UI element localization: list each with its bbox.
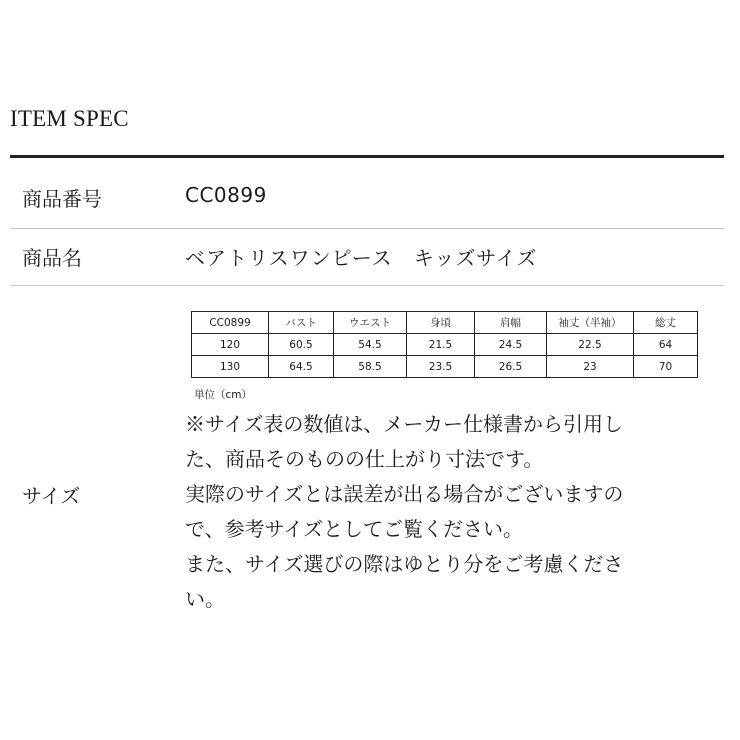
row-divider (10, 228, 724, 229)
header-cell: 総丈 (634, 312, 698, 334)
table-cell: 23 (547, 356, 634, 378)
note-line: で、参考サイズとしてご覧ください。 (185, 517, 523, 541)
note-line: た、商品そのものの仕上がり寸法です。 (185, 447, 544, 471)
table-cell: 23.5 (407, 356, 475, 378)
table-cell: 22.5 (547, 334, 634, 356)
table-cell: 21.5 (407, 334, 475, 356)
table-cell: 54.5 (334, 334, 407, 356)
table-cell: 26.5 (475, 356, 547, 378)
table-cell: 60.5 (269, 334, 334, 356)
product-number-label: 商品番号 (22, 187, 102, 211)
size-table-row (192, 334, 698, 356)
note-line: い。 (185, 587, 225, 611)
table-cell: 64 (634, 334, 698, 356)
table-cell: 58.5 (334, 356, 407, 378)
header-cell: ウエスト (334, 312, 407, 334)
size-label: サイズ (22, 484, 81, 508)
section-title: ITEM SPEC (10, 106, 129, 131)
size-table-header-row (192, 312, 698, 334)
note-line: 実際のサイズとは誤差が出る場合がございますの (185, 482, 624, 506)
product-number-value: CC0899 (185, 183, 267, 207)
header-cell: CC0899 (192, 312, 269, 334)
note-line: また、サイズ選びの際はゆとり分をご考慮くださ (185, 552, 624, 576)
table-cell: 120 (192, 334, 269, 356)
header-cell: 身頃 (407, 312, 475, 334)
table-cell: 130 (192, 356, 269, 378)
note-line: ※サイズ表の数値は、メーカー仕様書から引用し (185, 412, 623, 436)
table-cell: 70 (634, 356, 698, 378)
header-cell: バスト (269, 312, 334, 334)
product-name-value: ベアトリスワンピース キッズサイズ (185, 246, 538, 270)
size-table (191, 311, 698, 378)
size-note (185, 407, 705, 617)
unit-note: 単位（cm） (194, 389, 253, 401)
header-cell: 袖丈（半袖） (547, 312, 634, 334)
title-divider (10, 155, 724, 158)
product-name-label: 商品名 (22, 246, 82, 270)
table-cell: 24.5 (475, 334, 547, 356)
size-table-row (192, 356, 698, 378)
header-cell: 肩幅 (475, 312, 547, 334)
table-cell: 64.5 (269, 356, 334, 378)
row-divider (10, 285, 724, 286)
